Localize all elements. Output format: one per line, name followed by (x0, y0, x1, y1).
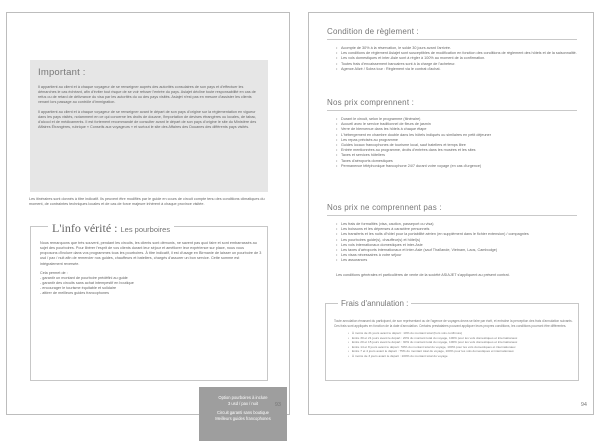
cancellation-list (348, 331, 576, 359)
page-number: 93 (274, 402, 281, 408)
list-item: • Accueil avec le service traditionnel de fleurs de jasmin (336, 122, 582, 127)
list-item: • Les vols internationaux domestiques et inter-Asie (336, 243, 582, 248)
list-item: • Toutes frais d'encaissement bancaires sont à la charge de l'acheteur. (336, 62, 582, 67)
list-item: • Les assurances (336, 258, 582, 263)
section-divider (327, 215, 577, 216)
tips-option-callout (199, 387, 287, 441)
inclus-title: Nos prix comprennent : (327, 98, 415, 107)
list-item: • Les transferts et les nuits d'hôtel pour la portabilité aérien (en supplément dans le fichier extension) / compagnies (336, 232, 582, 237)
exclus-title: Nos prix ne comprennent pas : (327, 203, 442, 212)
conditions-note: Les conditions générales et particulières de vente de la société ASIAJET s'appliquent au présent contrat. (336, 273, 510, 277)
list-item: • L'hébergement en chambre double dans les hôtels indiqués ou similaires en petit déjeuner (336, 133, 582, 138)
callout-line: Option pourboires à inclure (218, 395, 268, 400)
list-item: • Entrée mentionnées au programme, droits d'entrées dans les musées et les sites (336, 148, 582, 153)
cancellation-box (325, 299, 579, 381)
info-bullet: - garantir des circuits sans achat intempestif en boutique (40, 281, 134, 286)
list-item: • Agence Alizé / Solea tour : Règlement via le contrat d'achat. (336, 67, 582, 72)
info-bullet: - encourager le tourisme équitable et solidaire (40, 286, 117, 291)
info-paragraph: Cela permet de : (40, 270, 68, 275)
list-item: • Permanence téléphonique francophone 24/7 durant votre voyage (en cas d'urgence) (336, 164, 582, 169)
inclus-list (336, 117, 582, 169)
info-bullet: - garantir un montant de pourboire prédéfini au guide (40, 275, 128, 280)
list-item: • Taxes d'aéroports domestiques (336, 159, 582, 164)
page-number: 94 (580, 402, 587, 408)
list-item: • À moins de 3 jours avant le départ : 100% du montant total du voyage (348, 354, 576, 359)
cancellation-title: Frais d'annulation : (338, 299, 411, 308)
info-title-sub: Les pourboires (120, 225, 171, 234)
list-item: • Guides locaux francophones de tourisme local, sauf bateliers et temps libre (336, 143, 582, 148)
info-box-title (48, 221, 174, 236)
important-title: Important : (38, 67, 86, 78)
callout-line: Circuit garanti sans boutique (217, 410, 269, 416)
list-item: • À moins de 21 jours avant le départ : 10% du montant total (hors vols confirmés) (348, 331, 576, 336)
list-item: • Acompte de 30% à la réservation, le solde 30 jours avant l'arrivée. (336, 46, 582, 51)
list-item: • Entre 30 et 21 jours avant le départ : 20% du montant total du voyage, 100% pour les vols domestiques et internationaux (348, 336, 576, 341)
list-item: • Les conditions de règlement Asiajet sont susceptibles de modification en fonction des conditions de règlement des hôtels et de la saisonnalité. (336, 51, 582, 56)
reglement-list (336, 46, 582, 72)
section-divider (327, 39, 577, 40)
list-item: • Les pourboires guide(s), chauffeur(s) et hôtel(s) (336, 238, 582, 243)
list-item: • Les vols domestiques et inter-Asie sont à régler à 100% au moment de la confirmation. (336, 56, 582, 61)
tips-info-box (30, 221, 271, 422)
important-box (30, 60, 268, 192)
list-item: • Les frais de formalités (visa, caution, passeport ou visa) (336, 222, 582, 227)
left-page (6, 12, 290, 422)
list-item: • Durant le circuit, selon le programme (Itinéraire) (336, 117, 582, 122)
cancellation-intro: Toute annulation émanant du participant, de son représentant ou de l'agence de voyages devra se faire par écrit, et entraîne la perception des frais d'annulation suivants. Ces frais sont appliqués en fonction de la date d'annulation. Certains prestataires pouvant appliquer leurs propres conditions, les conditions pourront être différentes. (334, 319, 573, 328)
info-body (40, 241, 262, 297)
info-title-main: L'info vérité : (52, 221, 118, 235)
list-item: • Les visas nécessaires à votre séjour (336, 253, 582, 258)
itinerary-note: Les itinéraires sont donnés à titre indicatif. Ils peuvent être modifiés par le guide en cours de circuit compte tenu des conditions climatiques du moment, de contraintes techniques locales et de cas de force majeure inhérent à chaque province visitée. (29, 197, 265, 207)
list-item: • Entre 14 et 8 jours avant le départ : 50% du montant total du voyage, 100% pour les vols domestiques et internationaux (348, 345, 576, 350)
list-item: • Les boissons et les dépenses à caractère personnels (336, 227, 582, 232)
info-bullet: - attirer de meilleurs guides francophones (40, 291, 109, 296)
exclus-list (336, 222, 582, 264)
list-item: • Taxes et services hôteliers (336, 153, 582, 158)
list-item: • Les taxes d'aéroports internationaux et inter-Asie (sauf Thaïlande, Vietnam, Laos, Cambodge) (336, 248, 582, 253)
right-page (308, 12, 594, 415)
section-divider (327, 110, 577, 111)
reglement-title: Condition de règlement : (327, 27, 419, 36)
list-item: • Entre 7 et 4 jours avant le départ : 75% du montant total du voyage, 100% pour les vols domestiques et internationaux (348, 349, 576, 354)
list-item: • Entre 20 et 15 jours avant le départ : 30% du montant total du voyage, 100% pour les vols domestiques et internationaux (348, 340, 576, 345)
callout-line: Meilleurs guides francophones (215, 416, 271, 422)
info-paragraph: Nous remarquons que très souvent, pendant les circuits, les clients sont démunis, ne savent pas quoi faire et sont embarrassés au sujet des pourboires. Pour libérer l'esprit de vos clients durant leur séjour et améliorer leur expérience sur place, nous vous proposons d'inclure dans vos programmes tous les pourboires. À titre indicatif, il est d'usage en Birmanie de laisser un pourboire de 3 usd / pax / nuit afin de remercier nos guides, chauffeurs et bateliers, chargés d'assurer un bon service. Cette somme est intégralement reversée. (40, 241, 262, 266)
list-item: • Verre de bienvenue dans les hôtels à chaque étape (336, 127, 582, 132)
callout-line: 3 usd / pax / nuit (227, 400, 259, 406)
important-paragraph: Il appartient au client et à chaque voyageur de se renseigner auprès des autorités consulaires de son pays et d'effectuer les démarches le cas échéant, afin d'éviter tout risque de se voir refuser l'entrée du pays. Asiajet décline toute responsabilité en cas de refus ou de retard de délivrance du visa par les autorités du ou des pays visités. Asiajet n'est pas en mesure d'assister les clients venant lors passage au contrôle d'immigration. (38, 85, 256, 105)
list-item: • Les repas précisés au programme (336, 138, 582, 143)
important-paragraph: Il appartient au client et à chaque voyageur de se renseigner avant le départ de son pays d'origine sur la réglementation en vigueur dans les pays visités, notamment en ce qui concerne les droits de douane, l'importation de devises étrangères ou locales, de tabac, d'alcool et de médicaments. Il est fortement recommandé de consulter avant le départ de son pays d'origine le site du Ministère des Affaires Étrangères, rubrique « Conseils aux voyageurs » et surtout le site des Affaires des Douanes des différents pays visités. (38, 109, 257, 130)
